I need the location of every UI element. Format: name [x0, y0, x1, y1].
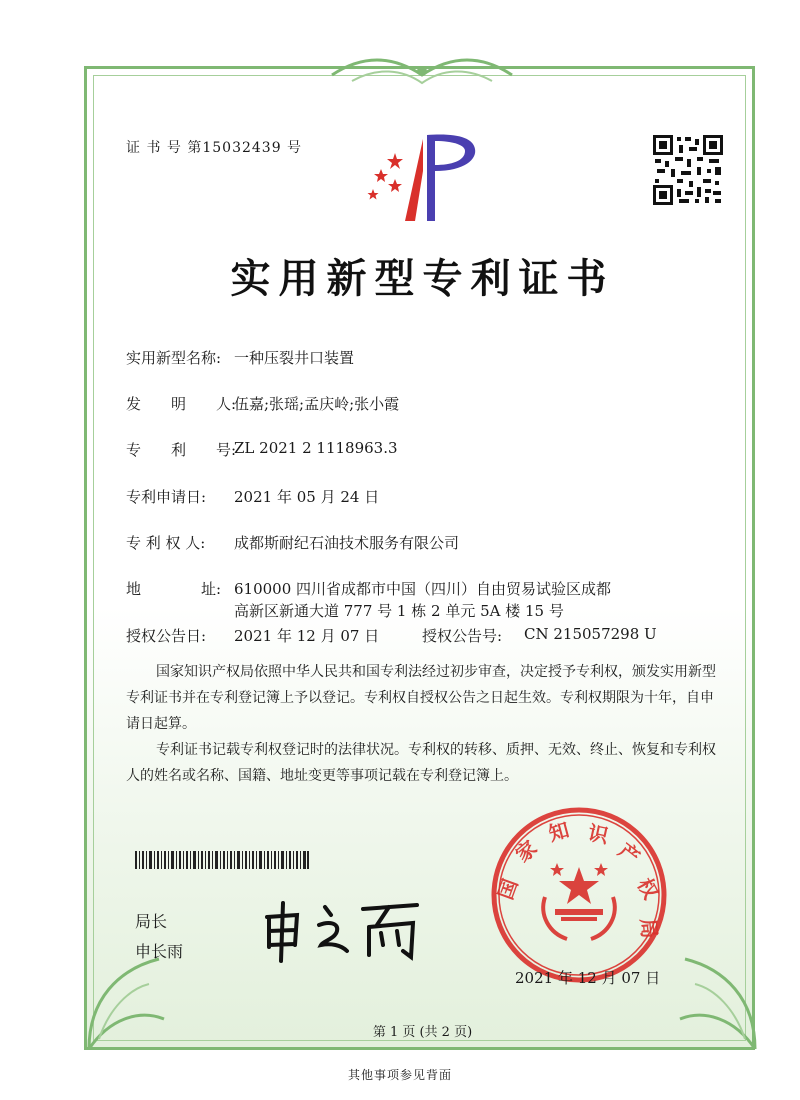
inventor-label: 发 明 人:: [126, 395, 237, 413]
inventor-value: 伍嘉;张瑶;孟庆岭;张小霞: [234, 395, 400, 413]
seal-date: 2021 年 12 月 07 日: [515, 969, 661, 987]
official-seal-icon: [489, 805, 669, 985]
name-label: 实用新型名称:: [126, 349, 222, 367]
certificate-number: 证 书 号 第15032439 号: [126, 140, 303, 156]
grant-number-value: CN 215057298 U: [524, 625, 657, 643]
grant-date-value: 2021 年 12 月 07 日: [234, 627, 380, 645]
qr-code-icon[interactable]: [653, 135, 723, 205]
filing-date-value: 2021 年 05 月 24 日: [234, 488, 380, 506]
svg-text:国: 国: [493, 875, 523, 903]
grant-number-label: 授权公告号:: [422, 627, 503, 645]
footer-note: 其他事项参见背面: [347, 1068, 452, 1082]
svg-text:知: 知: [546, 817, 572, 846]
patentee-value: 成都斯耐纪石油技术服务有限公司: [234, 534, 460, 552]
patentee-label: 专 利 权 人:: [126, 534, 206, 552]
page-number: 第 1 页 (共 2 页): [372, 1025, 473, 1040]
cnipa-logo-icon: [365, 131, 485, 225]
patent-number-label: 专 利 号:: [126, 441, 237, 459]
name-value: 一种压裂井口装置: [234, 349, 355, 367]
address-line-2: 高新区新通大道 777 号 1 栋 2 单元 5A 楼 15 号: [234, 602, 564, 620]
svg-text:产: 产: [613, 838, 645, 870]
svg-text:权: 权: [632, 874, 664, 904]
svg-text:识: 识: [585, 820, 611, 849]
signatory-title: 局长: [135, 912, 168, 931]
signature-icon: [257, 895, 447, 965]
grant-date-label: 授权公告日:: [126, 627, 207, 645]
address-label: 地 址:: [126, 580, 222, 598]
certificate-frame: [84, 66, 755, 1050]
statement-paragraph-1: 国家知识产权局依照中华人民共和国专利法经过初步审查，决定授予专利权，颁发实用新型专利证书并在专利登记簿上予以登记。专利权自授权公告之日起生效。专利权期限为十年，自申请日起算。: [126, 664, 716, 732]
address-line-1: 610000 四川省成都市中国（四川）自由贸易试验区成都: [234, 580, 612, 598]
barcode-icon: [135, 851, 309, 869]
certificate-title: 实用新型专利证书: [230, 255, 615, 302]
svg-text:家: 家: [510, 835, 542, 867]
signatory-name: 申长雨: [135, 942, 184, 961]
statement-paragraph-2: 专利证书记载专利权登记时的法律状况。专利权的转移、质押、无效、终止、恢复和专利权人的姓名或名称、国籍、地址变更等事项记载在专利登记簿上。: [126, 742, 716, 784]
filing-date-label: 专利申请日:: [126, 488, 207, 506]
top-ornament: [322, 55, 522, 95]
patent-number-value: ZL 2021 2 1118963.3: [234, 439, 398, 457]
svg-text:局: 局: [636, 917, 662, 940]
